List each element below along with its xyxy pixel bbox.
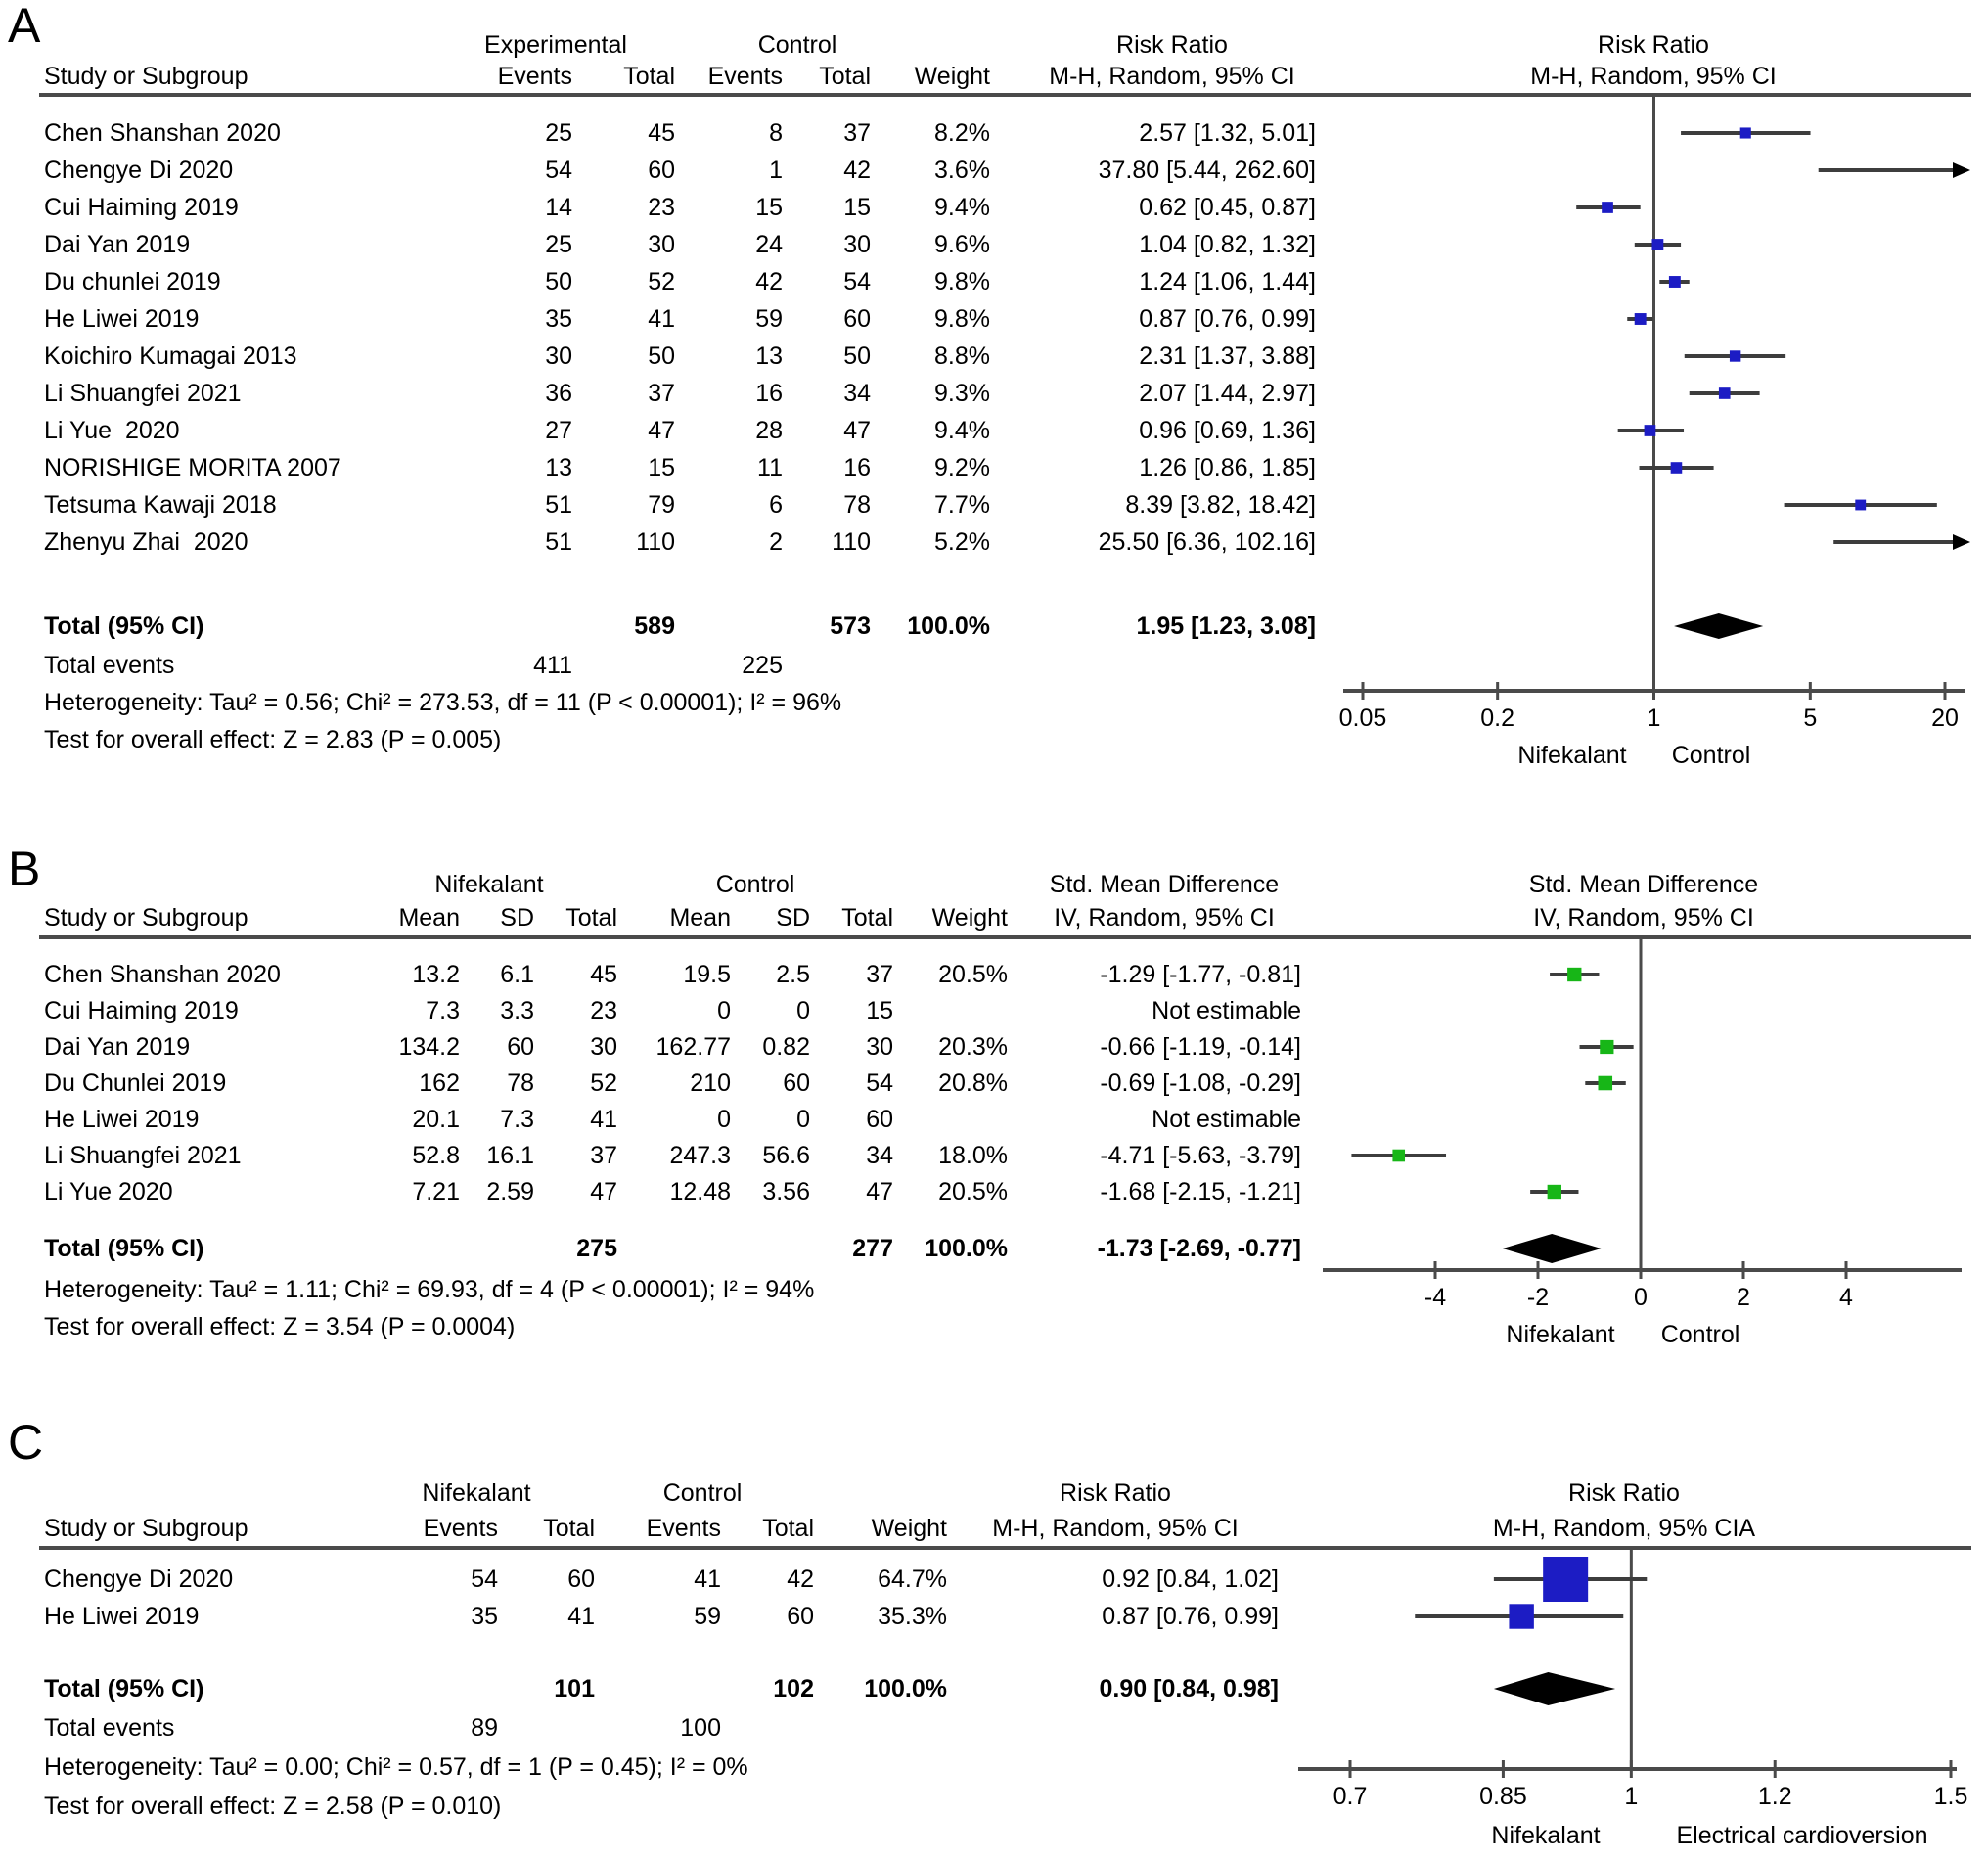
study-name: Dai Yan 2019	[44, 1033, 191, 1061]
effect-marker	[1543, 1557, 1588, 1602]
group1-cell: 50	[545, 268, 572, 295]
group2-cell: 60	[787, 1603, 814, 1630]
group1-column-header: SD	[500, 904, 534, 931]
study-name: NORISHIGE MORITA 2007	[44, 454, 341, 481]
effect-estimate-text: -0.69 [-1.08, -0.29]	[1100, 1069, 1301, 1097]
study-name: He Liwei 2019	[44, 1603, 200, 1630]
group2-cell: 0	[717, 997, 731, 1024]
effect-marker	[1635, 313, 1647, 325]
group2-column-header: Mean	[669, 904, 731, 931]
group2-cell: 41	[694, 1566, 721, 1593]
axis-tick-label: 20	[1931, 704, 1959, 732]
group1-cell: 52	[648, 268, 675, 295]
total-effect-text: 1.95 [1.23, 3.08]	[1136, 613, 1316, 640]
axis-tick-label: 0.2	[1480, 704, 1515, 732]
group1-cell: 54	[471, 1566, 498, 1593]
axis-footer-label: Control	[1671, 742, 1751, 769]
study-name: Tetsuma Kawaji 2018	[44, 491, 277, 519]
group1-cell: 134.2	[398, 1033, 460, 1061]
group1-header: Nifekalant	[422, 1479, 531, 1507]
group2-cell: 47	[843, 417, 871, 444]
study-name: He Liwei 2019	[44, 305, 200, 333]
study-column-header: Study or Subgroup	[44, 904, 248, 931]
group2-cell: 78	[843, 491, 871, 519]
group2-cell: 162.77	[655, 1033, 731, 1061]
group2-cell: 3.56	[762, 1178, 810, 1205]
ci-arrow-right	[1953, 534, 1970, 550]
weight-cell: 20.8%	[938, 1069, 1008, 1097]
axis-tick-label: -4	[1423, 1284, 1447, 1311]
plot-method-header: M-H, Random, 95% CIA	[1492, 1515, 1756, 1542]
total-diamond	[1674, 613, 1763, 639]
group2-cell: 110	[832, 528, 871, 556]
group1-cell: 60	[567, 1566, 595, 1593]
axis-tick-label: 0.05	[1338, 704, 1387, 732]
axis-tick-label: 1.2	[1757, 1783, 1792, 1810]
overall-effect-text: Test for overall effect: Z = 2.58 (P = 0.010)	[44, 1793, 502, 1820]
group2-cell: 47	[866, 1178, 893, 1205]
group1-cell: 13.2	[412, 961, 460, 988]
heterogeneity-text: Heterogeneity: Tau² = 1.11; Chi² = 69.93, df = 4 (P < 0.00001); I² = 94%	[44, 1276, 815, 1303]
group2-cell: 42	[755, 268, 783, 295]
group2-cell: 11	[757, 454, 783, 481]
group2-cell: 0.82	[762, 1033, 810, 1061]
effect-marker	[1392, 1150, 1405, 1162]
study-name: Zhenyu Zhai 2020	[44, 528, 248, 556]
weight-cell: 7.7%	[934, 491, 990, 519]
group1-column-header: Events	[497, 63, 572, 90]
total-group2-n: 573	[830, 613, 871, 640]
total-effect-text: 0.90 [0.84, 0.98]	[1099, 1675, 1279, 1702]
group2-cell: 37	[843, 119, 871, 147]
group2-cell: 42	[787, 1566, 814, 1593]
weight-cell: 18.0%	[938, 1142, 1008, 1169]
group2-cell: 37	[866, 961, 893, 988]
group1-header: Nifekalant	[434, 871, 544, 898]
axis-tick-label: 1	[1624, 1783, 1639, 1810]
group1-cell: 7.3	[426, 997, 460, 1024]
effect-estimate-text: -1.29 [-1.77, -0.81]	[1100, 961, 1301, 988]
weight-cell: 9.2%	[934, 454, 990, 481]
overall-effect-text: Test for overall effect: Z = 3.54 (P = 0.0004)	[44, 1313, 516, 1340]
group1-cell: 54	[545, 157, 572, 184]
group1-cell: 45	[590, 961, 617, 988]
study-name: Li Shuangfei 2021	[44, 380, 242, 407]
group2-cell: 30	[866, 1033, 893, 1061]
total-group2-n: 102	[773, 1675, 814, 1702]
group2-cell: 28	[755, 417, 783, 444]
group2-cell: 8	[769, 119, 783, 147]
group2-cell: 0	[796, 1106, 810, 1133]
plot-effect-measure-header: Risk Ratio	[1568, 1479, 1680, 1507]
study-name: Li Shuangfei 2021	[44, 1142, 242, 1169]
group2-cell: 54	[843, 268, 871, 295]
group1-cell: 7.3	[500, 1106, 534, 1133]
weight-cell: 20.3%	[938, 1033, 1008, 1061]
study-name: He Liwei 2019	[44, 1106, 200, 1133]
group2-column-header: SD	[776, 904, 810, 931]
group2-cell: 42	[843, 157, 871, 184]
group2-cell: 16	[755, 380, 783, 407]
study-name: Koichiro Kumagai 2013	[44, 342, 297, 370]
effect-marker	[1740, 127, 1751, 138]
effect-estimate-text: 2.07 [1.44, 2.97]	[1139, 380, 1316, 407]
weight-column-header: Weight	[914, 63, 990, 90]
group1-cell: 23	[648, 194, 675, 221]
effect-marker	[1669, 276, 1681, 288]
axis-tick-label: 4	[1839, 1284, 1853, 1311]
group1-cell: 41	[590, 1106, 617, 1133]
weight-cell: 20.5%	[938, 961, 1008, 988]
group1-cell: 79	[648, 491, 675, 519]
weight-cell: 64.7%	[878, 1566, 947, 1593]
group1-cell: 2.59	[486, 1178, 534, 1205]
axis-tick-label: 0.7	[1333, 1783, 1368, 1810]
study-name: Chengye Di 2020	[44, 1566, 234, 1593]
group1-cell: 16.1	[486, 1142, 534, 1169]
study-name: Cui Haiming 2019	[44, 997, 239, 1024]
overall-effect-text: Test for overall effect: Z = 2.83 (P = 0.005)	[44, 726, 502, 753]
total-label: Total (95% CI)	[44, 1675, 204, 1702]
group1-cell: 20.1	[412, 1106, 460, 1133]
group2-cell: 210	[690, 1069, 731, 1097]
group2-cell: 30	[843, 231, 871, 258]
effect-estimate-text: Not estimable	[1152, 1106, 1301, 1133]
group2-cell: 15	[866, 997, 893, 1024]
group1-cell: 14	[545, 194, 572, 221]
effect-method-header: IV, Random, 95% CI	[1054, 904, 1275, 931]
group2-cell: 13	[755, 342, 783, 370]
axis-tick-label: -2	[1526, 1284, 1550, 1311]
effect-estimate-text: 1.04 [0.82, 1.32]	[1139, 231, 1316, 258]
effect-estimate-text: 0.96 [0.69, 1.36]	[1139, 417, 1316, 444]
axis-tick-label: 1	[1647, 704, 1661, 732]
panel-letter: C	[8, 1415, 44, 1470]
heterogeneity-text: Heterogeneity: Tau² = 0.00; Chi² = 0.57, df = 1 (P = 0.45); I² = 0%	[44, 1753, 748, 1781]
study-name: Dai Yan 2019	[44, 231, 191, 258]
group1-cell: 162	[419, 1069, 460, 1097]
total-events-group1: 89	[471, 1714, 498, 1742]
group2-cell: 2	[769, 528, 783, 556]
group1-cell: 30	[545, 342, 572, 370]
group2-cell: 0	[796, 997, 810, 1024]
effect-estimate-text: -1.68 [-2.15, -1.21]	[1100, 1178, 1301, 1205]
panel-letter: A	[8, 0, 41, 53]
total-diamond	[1503, 1234, 1602, 1263]
group1-cell: 52.8	[412, 1142, 460, 1169]
effect-estimate-text: Not estimable	[1152, 997, 1301, 1024]
total-weight: 100.0%	[907, 613, 990, 640]
total-group2-n: 277	[852, 1235, 893, 1262]
group1-cell: 23	[590, 997, 617, 1024]
total-weight: 100.0%	[864, 1675, 947, 1702]
effect-estimate-text: 2.57 [1.32, 5.01]	[1139, 119, 1316, 147]
weight-cell: 9.4%	[934, 194, 990, 221]
group1-cell: 25	[545, 119, 572, 147]
study-name: Chen Shanshan 2020	[44, 119, 281, 147]
group2-cell: 2.5	[776, 961, 810, 988]
total-label: Total (95% CI)	[44, 1235, 204, 1262]
plot-method-header: IV, Random, 95% CI	[1533, 904, 1754, 931]
effect-estimate-text: 25.50 [6.36, 102.16]	[1098, 528, 1316, 556]
group1-cell: 35	[545, 305, 572, 333]
total-events-label: Total events	[44, 1714, 175, 1742]
effect-marker	[1602, 202, 1613, 213]
effect-estimate-text: 0.62 [0.45, 0.87]	[1139, 194, 1316, 221]
group1-cell: 7.21	[412, 1178, 460, 1205]
group1-cell: 36	[545, 380, 572, 407]
weight-cell: 9.3%	[934, 380, 990, 407]
effect-method-header: M-H, Random, 95% CI	[1049, 63, 1295, 90]
group1-cell: 37	[590, 1142, 617, 1169]
effect-marker	[1567, 968, 1581, 981]
group1-cell: 13	[545, 454, 572, 481]
group2-header: Control	[715, 871, 795, 898]
group1-cell: 45	[648, 119, 675, 147]
study-name: Li Yue 2020	[44, 1178, 173, 1205]
group2-cell: 34	[843, 380, 871, 407]
axis-footer-label: Electrical cardioversion	[1676, 1822, 1928, 1849]
panel-letter: B	[8, 841, 41, 896]
group2-column-header: Events	[646, 1515, 721, 1542]
weight-cell: 5.2%	[934, 528, 990, 556]
weight-cell: 9.8%	[934, 268, 990, 295]
effect-estimate-text: 0.92 [0.84, 1.02]	[1102, 1566, 1279, 1593]
effect-estimate-text: 8.39 [3.82, 18.42]	[1125, 491, 1316, 519]
group2-cell: 54	[866, 1069, 893, 1097]
group2-cell: 34	[866, 1142, 893, 1169]
group2-cell: 15	[755, 194, 783, 221]
axis-tick-label: 0	[1634, 1284, 1648, 1311]
total-events-label: Total events	[44, 652, 175, 679]
forest-plot-C	[1298, 1550, 1967, 1849]
weight-cell: 9.8%	[934, 305, 990, 333]
group2-cell: 6	[769, 491, 783, 519]
axis-tick-label: 1.5	[1933, 1783, 1968, 1810]
group2-cell: 0	[717, 1106, 731, 1133]
group2-cell: 24	[755, 231, 783, 258]
effect-marker	[1598, 1076, 1612, 1091]
axis-footer-label: Control	[1660, 1321, 1740, 1348]
ci-arrow-right	[1953, 162, 1970, 178]
group1-column-header: Mean	[398, 904, 460, 931]
group1-cell: 27	[545, 417, 572, 444]
total-diamond	[1494, 1672, 1615, 1705]
group2-cell: 247.3	[669, 1142, 731, 1169]
effect-measure-header: Std. Mean Difference	[1049, 871, 1280, 898]
total-group1-n: 275	[576, 1235, 617, 1262]
group2-cell: 50	[843, 342, 871, 370]
group2-cell: 60	[783, 1069, 810, 1097]
group1-cell: 3.3	[500, 997, 534, 1024]
total-group1-n: 101	[554, 1675, 595, 1702]
group2-cell: 59	[694, 1603, 721, 1630]
heterogeneity-text: Heterogeneity: Tau² = 0.56; Chi² = 273.53, df = 11 (P < 0.00001); I² = 96%	[44, 689, 842, 716]
group2-cell: 15	[843, 194, 871, 221]
group1-header: Experimental	[484, 31, 627, 59]
effect-estimate-text: -4.71 [-5.63, -3.79]	[1100, 1142, 1301, 1169]
effect-marker	[1671, 462, 1683, 474]
effect-marker	[1509, 1604, 1533, 1628]
effect-marker	[1651, 239, 1663, 250]
forest-plot-B	[1323, 939, 1962, 1348]
group1-column-header: Total	[565, 904, 617, 931]
plot-effect-measure-header: Risk Ratio	[1598, 31, 1709, 59]
group2-column-header: Total	[841, 904, 893, 931]
effect-estimate-text: 0.87 [0.76, 0.99]	[1139, 305, 1316, 333]
group2-header: Control	[662, 1479, 743, 1507]
axis-tick-label: 0.85	[1479, 1783, 1527, 1810]
total-label: Total (95% CI)	[44, 613, 204, 640]
group1-column-header: Total	[623, 63, 675, 90]
group2-cell: 19.5	[683, 961, 731, 988]
effect-estimate-text: 1.26 [0.86, 1.85]	[1139, 454, 1316, 481]
plot-effect-measure-header: Std. Mean Difference	[1528, 871, 1759, 898]
axis-tick-label: 2	[1737, 1284, 1750, 1311]
effect-marker	[1600, 1040, 1613, 1054]
weight-column-header: Weight	[871, 1515, 947, 1542]
study-name: Chengye Di 2020	[44, 157, 234, 184]
total-group1-n: 589	[634, 613, 675, 640]
total-events-group1: 411	[533, 652, 572, 679]
group1-cell: 51	[545, 528, 572, 556]
effect-measure-header: Risk Ratio	[1116, 31, 1228, 59]
study-column-header: Study or Subgroup	[44, 1515, 248, 1542]
effect-marker	[1719, 387, 1731, 399]
group1-cell: 25	[545, 231, 572, 258]
group1-cell: 50	[648, 342, 675, 370]
study-column-header: Study or Subgroup	[44, 63, 248, 90]
weight-cell: 8.8%	[934, 342, 990, 370]
group1-cell: 78	[507, 1069, 534, 1097]
weight-cell: 9.4%	[934, 417, 990, 444]
group2-column-header: Total	[762, 1515, 814, 1542]
group1-cell: 30	[648, 231, 675, 258]
total-events-group2: 100	[680, 1714, 721, 1742]
study-name: Du Chunlei 2019	[44, 1069, 227, 1097]
total-weight: 100.0%	[925, 1235, 1008, 1262]
axis-tick-label: 5	[1803, 704, 1818, 732]
effect-estimate-text: 37.80 [5.44, 262.60]	[1098, 157, 1316, 184]
group1-cell: 52	[590, 1069, 617, 1097]
study-name: Cui Haiming 2019	[44, 194, 239, 221]
study-name: Chen Shanshan 2020	[44, 961, 281, 988]
effect-method-header: M-H, Random, 95% CI	[992, 1515, 1239, 1542]
group1-cell: 41	[567, 1603, 595, 1630]
group2-cell: 60	[843, 305, 871, 333]
plot-method-header: M-H, Random, 95% CI	[1530, 63, 1777, 90]
group2-cell: 56.6	[762, 1142, 810, 1169]
group2-header: Control	[757, 31, 837, 59]
group1-column-header: Total	[543, 1515, 595, 1542]
group2-cell: 12.48	[669, 1178, 731, 1205]
total-events-group2: 225	[742, 652, 783, 679]
group2-cell: 1	[769, 157, 783, 184]
forest-plot-A	[1339, 97, 1970, 769]
axis-footer-label: Nifekalant	[1517, 742, 1627, 769]
effect-estimate-text: 0.87 [0.76, 0.99]	[1102, 1603, 1279, 1630]
weight-cell: 20.5%	[938, 1178, 1008, 1205]
group2-cell: 59	[755, 305, 783, 333]
weight-cell: 9.6%	[934, 231, 990, 258]
group1-cell: 51	[545, 491, 572, 519]
weight-cell: 8.2%	[934, 119, 990, 147]
weight-column-header: Weight	[931, 904, 1008, 931]
group1-column-header: Events	[423, 1515, 498, 1542]
total-effect-text: -1.73 [-2.69, -0.77]	[1097, 1235, 1301, 1262]
effect-estimate-text: 2.31 [1.37, 3.88]	[1139, 342, 1316, 370]
group1-cell: 41	[648, 305, 675, 333]
effect-marker	[1730, 350, 1740, 361]
effect-marker	[1548, 1185, 1561, 1199]
group1-cell: 37	[648, 380, 675, 407]
group2-column-header: Total	[819, 63, 871, 90]
weight-cell: 35.3%	[878, 1603, 947, 1630]
effect-marker	[1855, 500, 1866, 511]
effect-measure-header: Risk Ratio	[1060, 1479, 1171, 1507]
group1-cell: 60	[507, 1033, 534, 1061]
axis-footer-label: Nifekalant	[1491, 1822, 1601, 1849]
group1-cell: 6.1	[500, 961, 534, 988]
group1-cell: 47	[648, 417, 675, 444]
effect-estimate-text: -0.66 [-1.19, -0.14]	[1100, 1033, 1301, 1061]
group1-cell: 35	[471, 1603, 498, 1630]
group1-cell: 110	[636, 528, 675, 556]
group2-cell: 16	[843, 454, 871, 481]
study-name: Li Yue 2020	[44, 417, 180, 444]
group1-cell: 30	[590, 1033, 617, 1061]
study-name: Du chunlei 2019	[44, 268, 221, 295]
group1-cell: 60	[648, 157, 675, 184]
group1-cell: 47	[590, 1178, 617, 1205]
group2-column-header: Events	[707, 63, 783, 90]
effect-estimate-text: 1.24 [1.06, 1.44]	[1139, 268, 1316, 295]
weight-cell: 3.6%	[934, 157, 990, 184]
effect-marker	[1645, 425, 1656, 436]
group2-cell: 60	[866, 1106, 893, 1133]
group1-cell: 15	[648, 454, 675, 481]
axis-footer-label: Nifekalant	[1506, 1321, 1615, 1348]
